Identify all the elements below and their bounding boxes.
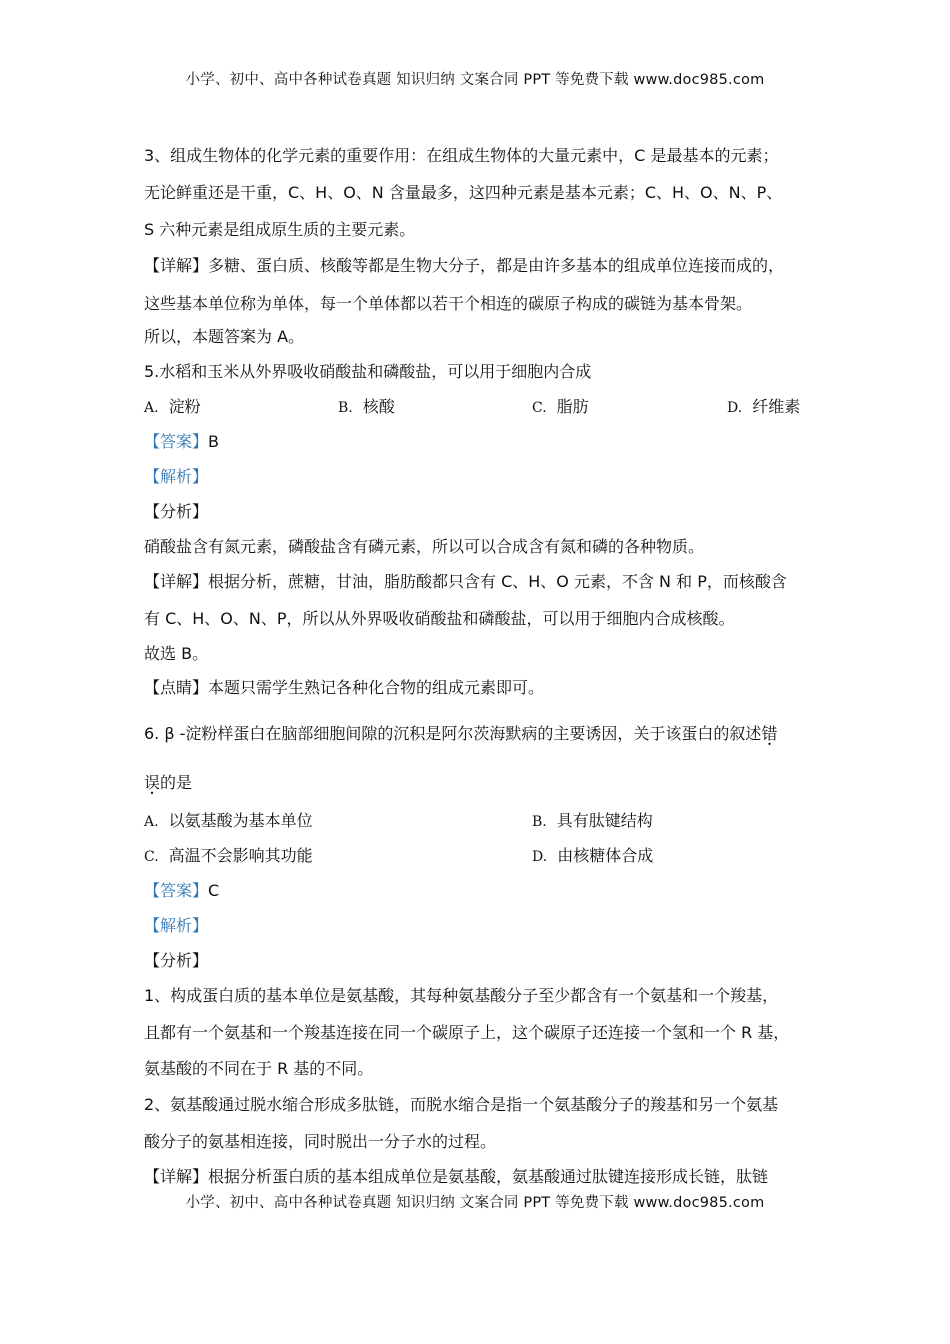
option-text: 由核糖体合成 [557,846,654,865]
question-5: 5.水稻和玉米从外界吸收硝酸盐和磷酸盐，可以用于细胞内合成 [144,362,592,381]
page-header: 小学、初中、高中各种试卷真题 知识归纳 文案合同 PPT 等免费下载 www.doc985.com [185,72,765,88]
text-line: 3、组成生物体的化学元素的重要作用：在组成生物体的大量元素中，C 是最基本的元素； [144,146,779,165]
q5-option-b [338,397,395,418]
text-line: 有 C、H、O、N、P，所以从外界吸收硝酸盐和磷酸盐，可以用于细胞内合成核酸。 [144,609,735,628]
answer-label: 【答案】 [144,432,209,451]
option-letter: B. [532,814,547,830]
q5-option-a [144,397,201,418]
question-6-cont [144,773,192,793]
answer-line [144,881,219,901]
option-letter: C. [532,400,547,416]
question-6-text: 的是 [160,773,193,792]
option-text: 脂肪 [556,397,589,416]
text-line: 且都有一个氨基和一个羧基连接在同一个碳原子上，这个碳原子还连接一个氢和一个 R 基， [144,1023,790,1042]
answer-label: 【答案】 [144,881,209,900]
text-line: 氨基酸的不同在于 R 基的不同。 [144,1059,374,1078]
text-line: 【详解】多糖、蛋白质、核酸等都是生物大分子，都是由许多基本的组成单位连接而成的， [144,256,785,275]
q6-option-c [144,846,313,867]
q5-option-d [727,397,800,418]
answer-value: C [208,881,220,900]
text-line: 所以，本题答案为 A。 [144,327,305,346]
question-6-text: 6. β -淀粉样蛋白在脑部细胞间隙的沉积是阿尔茨海默病的主要诱因，关于该蛋白的叙述 [144,724,762,743]
option-text: 具有肽键结构 [556,811,653,830]
emphasis-char: 误 [144,773,161,792]
fenxi-label: 【分析】 [144,951,209,970]
fenxi-label: 【分析】 [144,502,209,521]
q6-option-d [532,846,653,867]
option-letter: B. [338,400,353,416]
question-6 [144,724,777,744]
text-line: 【详解】根据分析蛋白质的基本组成单位是氨基酸，氨基酸通过肽键连接形成长链，肽链 [144,1167,769,1186]
text-line: 1、构成蛋白质的基本单位是氨基酸，其每种氨基酸分子至少都含有一个氨基和一个羧基， [144,986,779,1005]
option-letter: D. [532,849,548,865]
page-footer: 小学、初中、高中各种试卷真题 知识归纳 文案合同 PPT 等免费下载 www.doc985.com [185,1195,765,1211]
text-line: 这些基本单位称为单体，每一个单体都以若干个相连的碳原子构成的碳链为基本骨架。 [144,294,753,313]
text-line: 无论鲜重还是干重，C、H、O、N 含量最多，这四种元素是基本元素；C、H、O、N、P、 [144,183,783,202]
q6-option-a [144,811,313,832]
text-line: 酸分子的氨基相连接，同时脱出一分子水的过程。 [144,1132,497,1151]
analysis-label: 【解析】 [144,916,209,935]
text-line: 2、氨基酸通过脱水缩合形成多肽链，而脱水缩合是指一个氨基酸分子的羧基和另一个氨基 [144,1095,779,1114]
answer-value: B [208,432,219,451]
option-letter: A. [144,814,159,830]
option-text: 淀粉 [168,397,201,416]
emphasis-char: 错 [761,724,778,743]
option-letter: A. [144,400,159,416]
text-line: 故选 B。 [144,644,209,663]
option-text: 核酸 [362,397,395,416]
analysis-label: 【解析】 [144,467,209,486]
option-text: 纤维素 [752,397,801,416]
q5-option-c [532,397,589,418]
text-line: 【详解】根据分析，蔗糖，甘油，脂肪酸都只含有 C、H、O 元素，不含 N 和 P，而核酸含 [144,572,787,591]
text-line: S 六种元素是组成原生质的主要元素。 [144,220,416,239]
q6-option-b [532,811,653,832]
option-letter: C. [144,849,159,865]
option-letter: D. [727,400,743,416]
text-line: 硝酸盐含有氮元素，磷酸盐含有磷元素，所以可以合成含有氮和磷的各种物质。 [144,537,705,556]
option-text: 以氨基酸为基本单位 [168,811,313,830]
text-line: 【点睛】本题只需学生熟记各种化合物的组成元素即可。 [144,678,545,697]
answer-line [144,432,219,452]
option-text: 高温不会影响其功能 [168,846,313,865]
